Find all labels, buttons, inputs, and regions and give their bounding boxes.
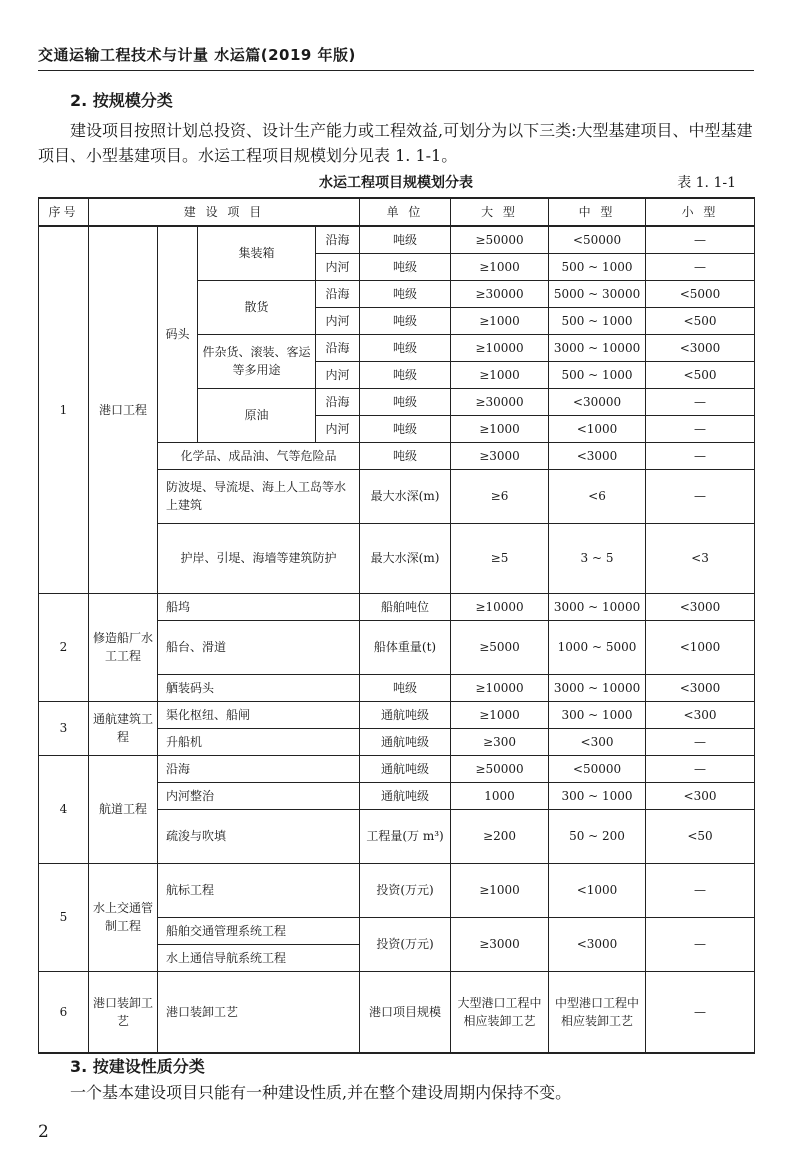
cargo-type-cell: 原油 bbox=[198, 388, 316, 442]
header-unit: 单 位 bbox=[360, 198, 451, 226]
medium-cell: <6 bbox=[549, 469, 646, 523]
area-cell: 内河 bbox=[316, 253, 360, 280]
header-seq: 序号 bbox=[39, 198, 89, 226]
small-cell: — bbox=[646, 863, 755, 917]
large-cell: ≥1000 bbox=[451, 307, 549, 334]
small-cell: — bbox=[646, 253, 755, 280]
medium-cell: 5000 ~ 30000 bbox=[549, 280, 646, 307]
item-cell: 船台、滑道 bbox=[158, 620, 360, 674]
medium-cell: <3000 bbox=[549, 442, 646, 469]
unit-cell: 工程量(万 m³) bbox=[360, 809, 451, 863]
table-row bbox=[39, 701, 755, 728]
area-cell: 沿海 bbox=[316, 280, 360, 307]
header-item: 建 设 项 目 bbox=[89, 198, 360, 226]
item-cell: 疏浚与吹填 bbox=[158, 809, 360, 863]
medium-cell: 500 ~ 1000 bbox=[549, 361, 646, 388]
section-2-line-1: 建设项目按照计划总投资、设计生产能力或工程效益,可划分为以下三类:大型基建项目、 bbox=[70, 121, 689, 140]
small-cell: <500 bbox=[646, 361, 755, 388]
unit-cell: 吨级 bbox=[360, 280, 451, 307]
category-cell: 修造船厂水工工程 bbox=[89, 593, 158, 701]
large-cell: ≥50000 bbox=[451, 755, 549, 782]
small-cell: <3000 bbox=[646, 593, 755, 620]
large-cell: ≥1000 bbox=[451, 253, 549, 280]
small-cell: <1000 bbox=[646, 620, 755, 674]
unit-cell: 吨级 bbox=[360, 388, 451, 415]
item-cell: 化学品、成品油、气等危险品 bbox=[158, 442, 360, 469]
medium-cell: 300 ~ 1000 bbox=[549, 782, 646, 809]
large-cell: 1000 bbox=[451, 782, 549, 809]
medium-cell: 3000 ~ 10000 bbox=[549, 674, 646, 701]
small-cell: <300 bbox=[646, 701, 755, 728]
medium-cell: <1000 bbox=[549, 863, 646, 917]
header-small: 小 型 bbox=[646, 198, 755, 226]
unit-cell: 通航吨级 bbox=[360, 782, 451, 809]
unit-cell: 吨级 bbox=[360, 361, 451, 388]
cargo-type-cell: 散货 bbox=[198, 280, 316, 334]
cargo-type-cell: 集装箱 bbox=[198, 226, 316, 280]
large-cell: ≥300 bbox=[451, 728, 549, 755]
unit-cell: 吨级 bbox=[360, 674, 451, 701]
wharf-cell: 码头 bbox=[158, 226, 198, 442]
category-cell: 通航建筑工程 bbox=[89, 701, 158, 755]
large-cell: 大型港口工程中相应装卸工艺 bbox=[451, 971, 549, 1053]
table-number: 表 1. 1-1 bbox=[677, 175, 736, 191]
unit-cell: 吨级 bbox=[360, 442, 451, 469]
table-row bbox=[39, 226, 755, 253]
item-cell: 船坞 bbox=[158, 593, 360, 620]
seq-cell: 5 bbox=[39, 863, 89, 971]
section-3-title: 3. 按建设性质分类 bbox=[70, 1057, 205, 1076]
unit-cell: 船体重量(t) bbox=[360, 620, 451, 674]
category-cell: 航道工程 bbox=[89, 755, 158, 863]
large-cell: ≥10000 bbox=[451, 674, 549, 701]
small-cell: — bbox=[646, 971, 755, 1053]
small-cell: — bbox=[646, 728, 755, 755]
small-cell: — bbox=[646, 226, 755, 253]
medium-cell: 3000 ~ 10000 bbox=[549, 334, 646, 361]
small-cell: <3000 bbox=[646, 674, 755, 701]
item-cell: 渠化枢纽、船闸 bbox=[158, 701, 360, 728]
medium-cell: <300 bbox=[549, 728, 646, 755]
medium-cell: <50000 bbox=[549, 755, 646, 782]
large-cell: ≥3000 bbox=[451, 442, 549, 469]
large-cell: ≥30000 bbox=[451, 280, 549, 307]
item-cell: 水上通信导航系统工程 bbox=[158, 944, 360, 971]
table-row bbox=[39, 593, 755, 620]
small-cell: — bbox=[646, 917, 755, 971]
unit-cell: 吨级 bbox=[360, 226, 451, 253]
header-large: 大 型 bbox=[451, 198, 549, 226]
unit-cell: 吨级 bbox=[360, 253, 451, 280]
item-cell: 航标工程 bbox=[158, 863, 360, 917]
medium-cell: <30000 bbox=[549, 388, 646, 415]
small-cell: <50 bbox=[646, 809, 755, 863]
large-cell: ≥3000 bbox=[451, 917, 549, 971]
large-cell: ≥50000 bbox=[451, 226, 549, 253]
item-cell: 沿海 bbox=[158, 755, 360, 782]
table-header-row bbox=[39, 198, 755, 226]
small-cell: — bbox=[646, 388, 755, 415]
section-3-paragraph: 一个基本建设项目只能有一种建设性质,并在整个建设周期内保持不变。 bbox=[70, 1083, 572, 1102]
item-cell: 舾装码头 bbox=[158, 674, 360, 701]
unit-cell: 船舶吨位 bbox=[360, 593, 451, 620]
large-cell: ≥10000 bbox=[451, 593, 549, 620]
unit-cell: 通航吨级 bbox=[360, 728, 451, 755]
small-cell: <500 bbox=[646, 307, 755, 334]
medium-cell: 300 ~ 1000 bbox=[549, 701, 646, 728]
large-cell: ≥5 bbox=[451, 523, 549, 593]
project-scale-table bbox=[38, 197, 755, 1054]
category-cell: 港口装卸工艺 bbox=[89, 971, 158, 1053]
large-cell: ≥5000 bbox=[451, 620, 549, 674]
large-cell: ≥1000 bbox=[451, 701, 549, 728]
unit-cell: 通航吨级 bbox=[360, 755, 451, 782]
small-cell: <3 bbox=[646, 523, 755, 593]
section-2-line-2: 中型基建项目、小型基建项目。水运工程项目规模划分见表 1. 1-1。 bbox=[38, 121, 753, 165]
small-cell: <300 bbox=[646, 782, 755, 809]
large-cell: ≥30000 bbox=[451, 388, 549, 415]
unit-cell: 港口项目规模 bbox=[360, 971, 451, 1053]
medium-cell: 500 ~ 1000 bbox=[549, 307, 646, 334]
header-medium: 中 型 bbox=[549, 198, 646, 226]
seq-cell: 3 bbox=[39, 701, 89, 755]
header-rule bbox=[38, 70, 754, 71]
area-cell: 沿海 bbox=[316, 388, 360, 415]
medium-cell: <50000 bbox=[549, 226, 646, 253]
small-cell: <3000 bbox=[646, 334, 755, 361]
area-cell: 内河 bbox=[316, 307, 360, 334]
category-cell: 港口工程 bbox=[89, 226, 158, 593]
large-cell: ≥1000 bbox=[451, 361, 549, 388]
table-caption bbox=[38, 172, 754, 192]
large-cell: ≥1000 bbox=[451, 415, 549, 442]
area-cell: 内河 bbox=[316, 361, 360, 388]
small-cell: <5000 bbox=[646, 280, 755, 307]
unit-cell: 投资(万元) bbox=[360, 863, 451, 917]
large-cell: ≥10000 bbox=[451, 334, 549, 361]
medium-cell: <3000 bbox=[549, 917, 646, 971]
medium-cell: 1000 ~ 5000 bbox=[549, 620, 646, 674]
medium-cell: 50 ~ 200 bbox=[549, 809, 646, 863]
item-cell: 升船机 bbox=[158, 728, 360, 755]
small-cell: — bbox=[646, 442, 755, 469]
small-cell: — bbox=[646, 469, 755, 523]
seq-cell: 1 bbox=[39, 226, 89, 593]
unit-cell: 通航吨级 bbox=[360, 701, 451, 728]
section-2-paragraph bbox=[38, 118, 754, 168]
item-cell: 护岸、引堤、海墙等建筑防护 bbox=[158, 523, 360, 593]
unit-cell: 投资(万元) bbox=[360, 917, 451, 971]
area-cell: 沿海 bbox=[316, 226, 360, 253]
medium-cell: 500 ~ 1000 bbox=[549, 253, 646, 280]
large-cell: ≥1000 bbox=[451, 863, 549, 917]
category-cell: 水上交通管制工程 bbox=[89, 863, 158, 971]
area-cell: 沿海 bbox=[316, 334, 360, 361]
table-row bbox=[39, 971, 755, 1053]
table-title: 水运工程项目规模划分表 bbox=[319, 175, 473, 191]
running-header: 交通运输工程技术与计量 水运篇(2019 年版) bbox=[38, 46, 356, 64]
small-cell: — bbox=[646, 755, 755, 782]
seq-cell: 4 bbox=[39, 755, 89, 863]
small-cell: — bbox=[646, 415, 755, 442]
table-row bbox=[39, 863, 755, 917]
table-row bbox=[39, 755, 755, 782]
medium-cell: <1000 bbox=[549, 415, 646, 442]
unit-cell: 最大水深(m) bbox=[360, 523, 451, 593]
unit-cell: 吨级 bbox=[360, 334, 451, 361]
area-cell: 内河 bbox=[316, 415, 360, 442]
seq-cell: 6 bbox=[39, 971, 89, 1053]
section-2-title: 2. 按规模分类 bbox=[70, 91, 173, 110]
medium-cell: 3 ~ 5 bbox=[549, 523, 646, 593]
medium-cell: 中型港口工程中相应装卸工艺 bbox=[549, 971, 646, 1053]
page-number: 2 bbox=[38, 1122, 49, 1142]
cargo-type-cell: 件杂货、滚装、客运等多用途 bbox=[198, 334, 316, 388]
item-cell: 内河整治 bbox=[158, 782, 360, 809]
large-cell: ≥6 bbox=[451, 469, 549, 523]
large-cell: ≥200 bbox=[451, 809, 549, 863]
unit-cell: 吨级 bbox=[360, 307, 451, 334]
unit-cell: 最大水深(m) bbox=[360, 469, 451, 523]
medium-cell: 3000 ~ 10000 bbox=[549, 593, 646, 620]
unit-cell: 吨级 bbox=[360, 415, 451, 442]
item-cell: 港口装卸工艺 bbox=[158, 971, 360, 1053]
item-cell: 防波堤、导流堤、海上人工岛等水上建筑 bbox=[158, 469, 360, 523]
seq-cell: 2 bbox=[39, 593, 89, 701]
item-cell: 船舶交通管理系统工程 bbox=[158, 917, 360, 944]
